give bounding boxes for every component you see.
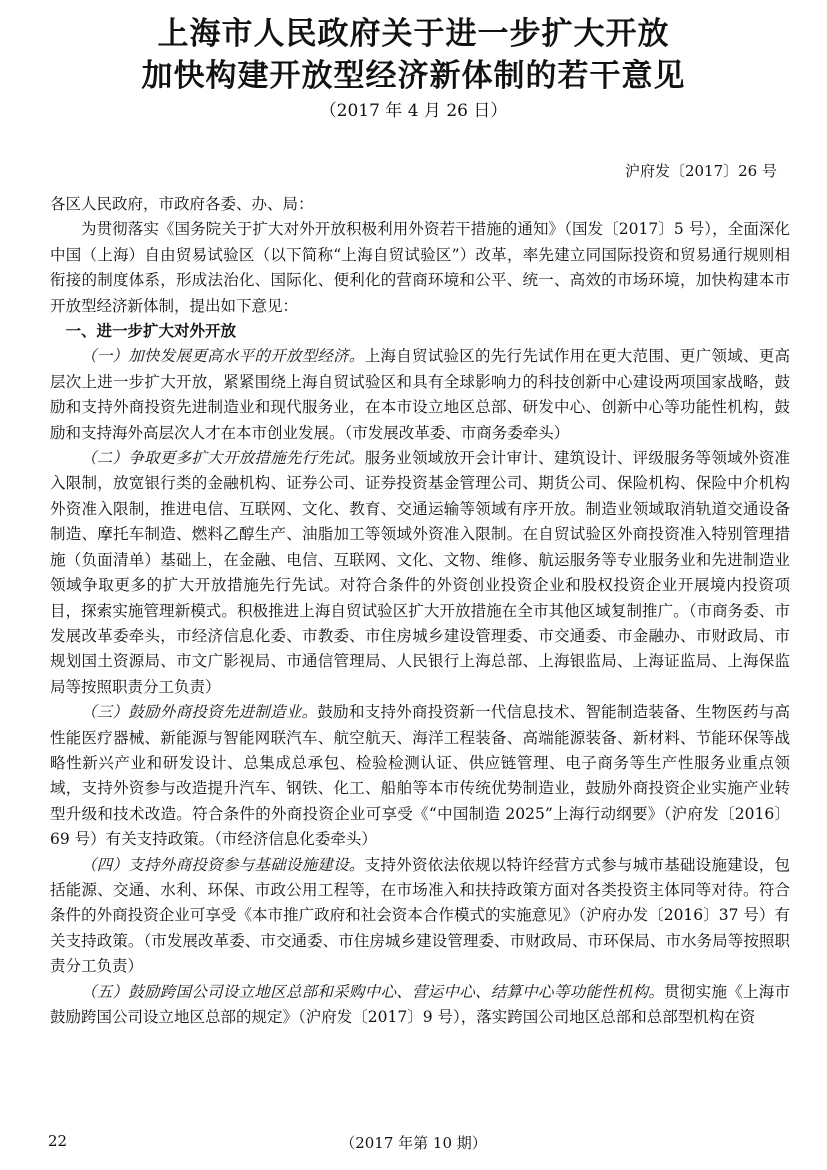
page-number: 22: [48, 1132, 68, 1150]
document-number: 沪府发〔2017〕26 号: [624, 162, 777, 180]
item-text: 上海自贸试验区的先行先试作用在更大范围、更广领域、更高层次上进一步扩大开放，紧紧围绕上海自贸试验区和具有全球影响力的科技创新中心建设两项国家战略，鼓励和支持外商投资先进制造业和现代服务业，在本市设立地区总部、研发中心、创新中心等功能性机构，鼓励和支持海外高层次人才在本市创业发展。（市发展改革委、市商务委牵头）: [50, 347, 790, 442]
item-lead: （五）鼓励跨国公司设立地区总部和采购中心、营运中心、结算中心等功能性机构。: [81, 982, 665, 1001]
item-paragraph: [50, 853, 790, 980]
section-heading: 一、进一步扩大对外开放: [65, 322, 237, 341]
item-text: 贯彻实施《上海市鼓励跨国公司设立地区总部的规定》（沪府发〔2017〕9 号），落实跨国公司地区总部和总部型机构在资: [50, 982, 790, 1026]
page-footer: [0, 1132, 827, 1156]
item-paragraph: [50, 446, 790, 700]
document-title-line1: 上海市人民政府关于进一步扩大开放: [157, 16, 670, 52]
item-text: 支持外资依法依规以特许经营方式参与城市基础设施建设，包括能源、交通、水利、环保、市政公用工程等，在市场准入和扶持政策方面对各类投资主体同等对待。符合条件的外商投资企业可享受《本市推广政府和社会资本合作模式的实施意见》（沪府办发〔2016〕37 号）有关支持政策。（市发展改革委、市交通委、市住房城乡建设管理委、市财政局、市环保局、市水务局等按照职责分工负责）: [50, 855, 790, 976]
item-paragraph: [50, 700, 790, 852]
item-text: 服务业领域放开会计审计、建筑设计、评级服务等领域外资准入限制，放宽银行类的金融机构、证券公司、证券投资基金管理公司、期货公司、保险机构、保险中介机构外资准入限制，推进电信、互联网、文化、教育、交通运输等领域有序开放。制造业领域取消轨道交通设备制造、摩托车制造、燃料乙醇生产、油脂加工等领域外资准入限制。在自贸试验区外商投资准入特别管理措施（负面清单）基础上，在金融、电信、互联网、文化、文物、维修、航运服务等专业服务业和先进制造业领域争取更多的扩大开放措施先行先试。对符合条件的外资创业投资企业和股权投资企业开展境内投资项目，探索实施管理新模式。积极推进上海自贸试验区扩大开放措施在全市其他区域复制推广。（市商务委、市发展改革委牵头，市经济信息化委、市教委、市住房城乡建设管理委、市交通委、市金融办、市财政局、市规划国土资源局、市文广影视局、市通信管理局、人民银行上海总部、上海银监局、上海证监局、上海保监局等按照职责分工负责）: [50, 449, 790, 696]
issue-date: （2017 年 4 月 26 日）: [319, 101, 508, 121]
document-body: [50, 192, 790, 1030]
item-text: 鼓励和支持外商投资新一代信息技术、智能制造装备、生物医药与高性能医疗器械、新能源与智能网联汽车、航空航天、海洋工程装备、高端能源装备、新材料、节能环保等战略性新兴产业和研发设计、总集成总承包、检验检测认证、供应链管理、电子商务等生产性服务业重点领域，支持外资参与改造提升汽车、钢铁、化工、船舶等本市传统优势制造业，鼓励外商投资企业实施产业转型升级和技术改造。符合条件的外商投资企业可享受《“中国制造 2025”上海行动纲要》（沪府发〔2016〕69 号）有关支持政策。（市经济信息化委牵头）: [50, 703, 790, 849]
item-lead: （二）争取更多扩大开放措施先行先试。: [81, 449, 365, 468]
item-lead: （一）加快发展更高水平的开放型经济。: [81, 347, 365, 366]
salutation: 各区人民政府，市政府各委、办、局：: [50, 195, 314, 213]
intro-paragraph: 为贯彻落实《国务院关于扩大对外开放积极利用外资若干措施的通知》（国发〔2017〕5 号），全面深化中国（上海）自由贸易试验区（以下简称“上海自贸试验区”）改革，率先建立同国际投资和贸易通行规则相衔接的制度体系，形成法治化、国际化、便利化的营商环境和公平、统一、高效的市场环境，加快构建本市开放型经济新体制，提出如下意见：: [50, 220, 790, 315]
issue-label: （2017 年第 10 期）: [340, 1134, 487, 1152]
item-paragraph: [50, 980, 790, 1031]
item-lead: （三）鼓励外商投资先进制造业。: [81, 703, 318, 722]
document-title-line2: 加快构建开放型经济新体制的若干意见: [141, 58, 686, 94]
item-lead: （四）支持外商投资参与基础设施建设。: [81, 855, 365, 874]
item-paragraph: [50, 344, 790, 446]
